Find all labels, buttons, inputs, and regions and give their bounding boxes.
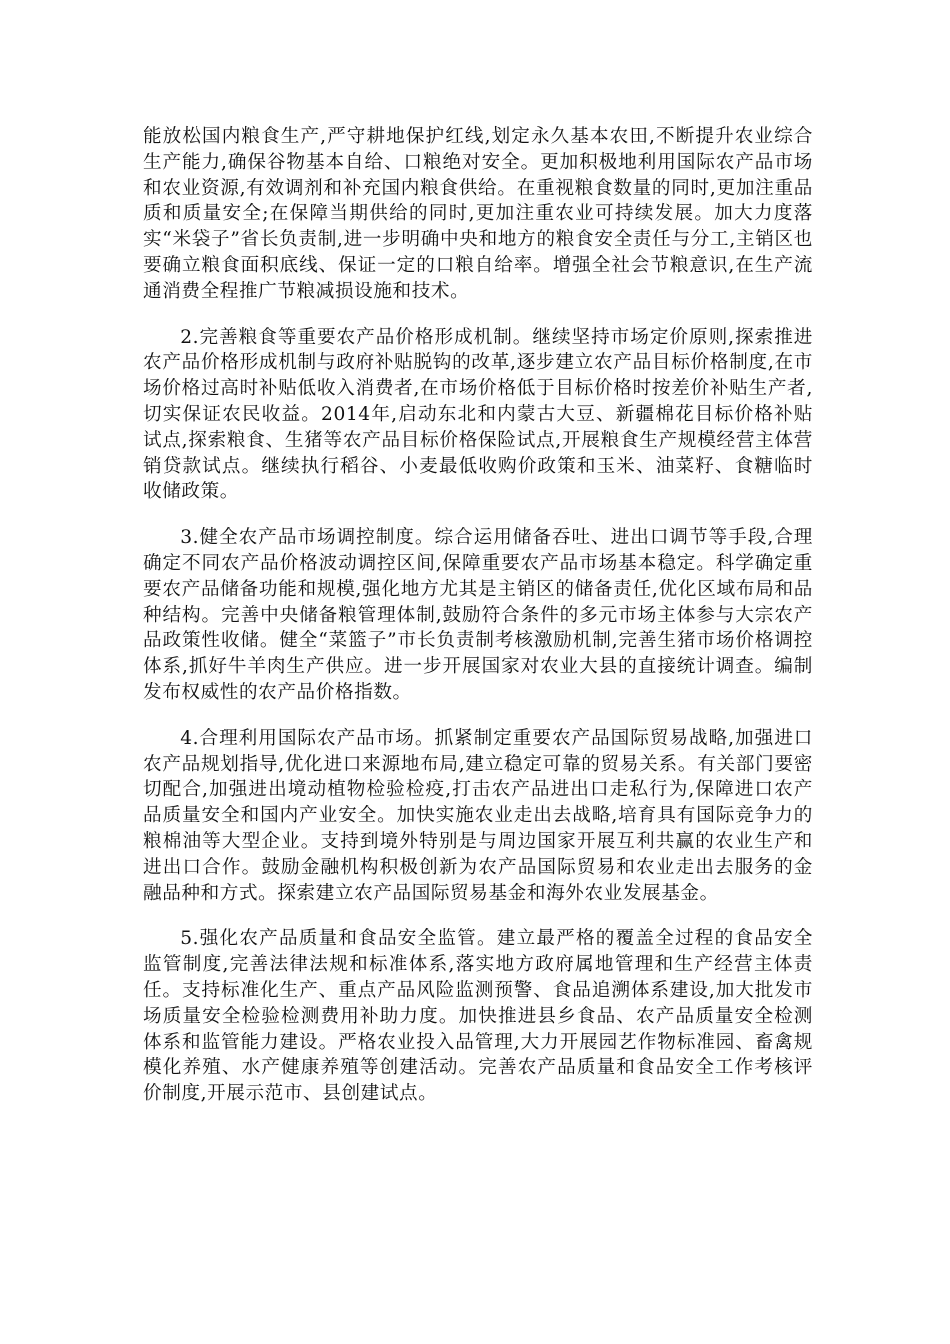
document-page (143, 124, 813, 1127)
paragraph-item-3: 3.健全农产品市场调控制度。综合运用储备吞吐、进出口调节等手段,合理确定不同农产品价格波动调控区间,保障重要农产品市场基本稳定。科学确定重要农产品储备功能和规模,强化地方尤其是主销区的储备责任,优化区域布局和品种结构。完善中央储备粮管理体制,鼓励符合条件的多元市场主体参与大宗农产品政策性收储。健全“菜篮子”市长负责制考核激励机制,完善生猪市场价格调控体系,抓好牛羊肉生产供应。进一步开展国家对农业大县的直接统计调查。编制发布权威性的农产品价格指数。 (143, 527, 813, 703)
paragraph-item-2: 2.完善粮食等重要农产品价格形成机制。继续坚持市场定价原则,探索推进农产品价格形成机制与政府补贴脱钩的改革,逐步建立农产品目标价格制度,在市场价格过高时补贴低收入消费者,在市场价格低于目标价格时按差价补贴生产者,切实保证农民收益。2014年,启动东北和内蒙古大豆、新疆棉花目标价格补贴试点,探索粮食、生猪等农产品目标价格保险试点,开展粮食生产规模经营主体营销贷款试点。继续执行稻谷、小麦最低收购价政策和玉米、油菜籽、食糖临时收储政策。 (143, 326, 813, 503)
paragraph-continuation: 能放松国内粮食生产,严守耕地保护红线,划定永久基本农田,不断提升农业综合生产能力,确保谷物基本自给、口粮绝对安全。更加积极地利用国际农产品市场和农业资源,有效调剂和补充国内粮食供给。在重视粮食数量的同时,更加注重品质和质量安全;在保障当期供给的同时,更加注重农业可持续发展。加大力度落实“米袋子”省长负责制,进一步明确中央和地方的粮食安全责任与分工,主销区也要确立粮食面积底线、保证一定的口粮自给率。增强全社会节粮意识,在生产流通消费全程推广节粮减损设施和技术。 (143, 126, 813, 302)
paragraph-item-5: 5.强化农产品质量和食品安全监管。建立最严格的覆盖全过程的食品安全监管制度,完善法律法规和标准体系,落实地方政府属地管理和生产经营主体责任。支持标准化生产、重点产品风险监测预警、食品追溯体系建设,加大批发市场质量安全检验检测费用补助力度。加快推进县乡食品、农产品质量安全检测体系和监管能力建设。严格农业投入品管理,大力开展园艺作物标准园、畜禽规模化养殖、水产健康养殖等创建活动。完善农产品质量和食品安全工作考核评价制度,开展示范市、县创建试点。 (143, 928, 813, 1105)
paragraph-item-4: 4.合理利用国际农产品市场。抓紧制定重要农产品国际贸易战略,加强进口农产品规划指导,优化进口来源地布局,建立稳定可靠的贸易关系。有关部门要密切配合,加强进出境动植物检验检疫,打击农产品进出口走私行为,保障进口农产品质量安全和国内产业安全。加快实施农业走出去战略,培育具有国际竞争力的粮棉油等大型企业。支持到境外特别是与周边国家开展互利共赢的农业生产和进出口合作。鼓励金融机构积极创新为农产品国际贸易和农业走出去服务的金融品种和方式。探索建立农产品国际贸易基金和海外农业发展基金。 (143, 727, 813, 904)
